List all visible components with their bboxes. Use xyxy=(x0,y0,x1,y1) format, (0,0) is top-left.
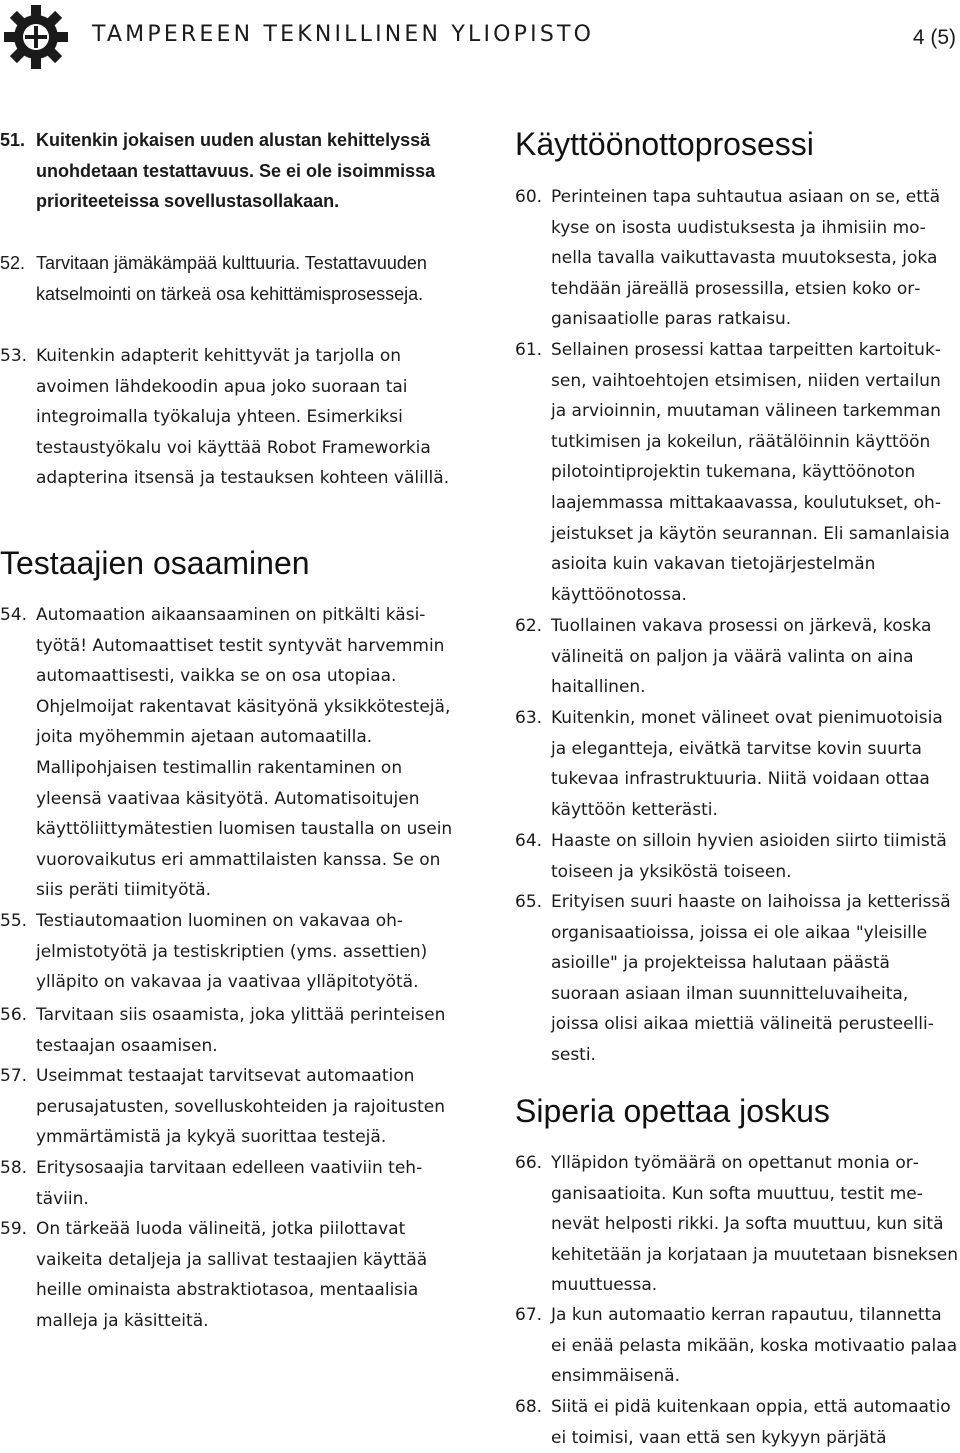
list-item-54 xyxy=(0,600,455,906)
list-item-61 xyxy=(515,335,960,610)
item-text: Kuitenkin jokaisen uuden alustan kehittelyssä unohdetaan testattavuus. Se ei ole isoimmissa prioriteeteissa sovellustasollakaan. xyxy=(36,130,436,212)
item-text: Haaste on silloin hyvien asioiden siirto tiimistä toiseen ja yksiköstä toiseen. xyxy=(551,831,947,882)
item-text: On tärkeää luoda välineitä, jotka piilottavat vaikeita detaljeja ja sallivat testaajien käyttää heille ominaista abstraktiotasoa, mentaalisia malleja ja käsitteitä. xyxy=(36,1219,428,1331)
list-item-53 xyxy=(0,341,455,494)
item-number: 63. xyxy=(515,708,543,728)
section-heading-siperia-opettaa-joskus: Siperia opettaa joskus xyxy=(515,1093,830,1129)
item-number: 67. xyxy=(515,1305,543,1325)
item-text: Testiautomaation luominen on vakavaa ohjelmistotyötä ja testiskriptien (yms. assettien) ylläpito on vakavaa ja vaativaa ylläpitotyötä. xyxy=(36,911,428,993)
list-item-65 xyxy=(515,887,960,1071)
item-number: 62. xyxy=(515,616,543,636)
item-text: Tarvitaan siis osaamista, joka ylittää perinteisen testaajan osaamisen. xyxy=(36,1005,446,1056)
list-item-66 xyxy=(515,1148,960,1301)
list-item-51 xyxy=(0,125,455,217)
item-text: Automaation aikaansaaminen on pitkälti käsityötä! Automaattiset testit syntyvät harvemmin automaattisesti, vaikka se on osa utopiaa. Ohjelmoijat rakentavat käsityönä yksikkötestejä, joita myöhemmin ajetaan automaatilla. Mallipohjaisen testimallin rakentaminen on yleensä vaativaa käsityötä. Automatisoitujen käyttöliittymätestien luomisen taustalla on usein vuorovaikutus eri ammattilaisten kanssa. Se on siis peräti tiimityötä. xyxy=(36,605,453,901)
list-item-56 xyxy=(0,1000,455,1061)
item-text: Ja kun automaatio kerran rapautuu, tilannetta ei enää pelasta mikään, koska motivaatio palaa ensimmäisenä. xyxy=(551,1305,958,1387)
item-text: Siitä ei pidä kuitenkaan oppia, että automaatio ei toimisi, vaan että sen kykyyn pärjätä xyxy=(551,1397,951,1448)
item-number: 54. xyxy=(0,605,28,625)
item-number: 55. xyxy=(0,911,28,931)
item-number: 64. xyxy=(515,831,543,851)
item-text: Kuitenkin, monet välineet ovat pienimuotoisia ja elegantteja, eivätkä tarvitse kovin suurta tukevaa infrastruktuuria. Niitä voidaan ottaa käyttöön ketterästi. xyxy=(551,708,943,820)
list-item-58 xyxy=(0,1153,455,1214)
item-text: Erityisen suuri haaste on laihoissa ja ketterissä organisaatioissa, joissa ei ole aikaa "yleisille asioille" ja projekteissa halutaan päästä suoraan asiaan ilman suunnitteluvaiheita, joissa olisi aikaa miettiä välineitä perusteellisesti. xyxy=(551,892,951,1065)
item-number: 52. xyxy=(0,253,26,273)
item-number: 66. xyxy=(515,1153,543,1173)
item-text: Tuollainen vakava prosessi on järkevä, koska välineitä on paljon ja väärä valinta on aina haitallinen. xyxy=(551,616,932,698)
item-number: 58. xyxy=(0,1158,28,1178)
item-number: 57. xyxy=(0,1066,28,1086)
item-number: 53. xyxy=(0,346,28,366)
item-number: 65. xyxy=(515,892,543,912)
item-number: 61. xyxy=(515,340,543,360)
list-item-52 xyxy=(0,248,455,309)
item-text: Eritysosaajia tarvitaan edelleen vaativiin tehtäviin. xyxy=(36,1158,423,1209)
item-number: 59. xyxy=(0,1219,28,1239)
section-heading-kayttoonottoprosessi: Käyttöönottoprosessi xyxy=(515,126,814,162)
page-number: 4 (5) xyxy=(912,26,956,49)
item-text: Tarvitaan jämäkämpää kulttuuria. Testattavuuden katselmointi on tärkeä osa kehittämisprosesseja. xyxy=(36,253,427,304)
item-number: 56. xyxy=(0,1005,28,1025)
item-text: Sellainen prosessi kattaa tarpeitten kartoituksen, vaihtoehtojen etsimisen, niiden vertailun ja arvioinnin, muutaman välineen tarkemman tutkimisen ja kokeilun, räätälöinnin käyttöön pilotointiprojektin tukemana, käyttöönoton laajemmassa mittakaavassa, koulutukset, ohjeistukset ja käytön seurannan. Eli samanlaisia asioita kuin vakavan tietojärjestelmän käyttöönotossa. xyxy=(551,340,950,605)
tut-gear-logo-icon xyxy=(2,3,70,71)
list-item-60 xyxy=(515,182,960,335)
list-item-62 xyxy=(515,611,960,703)
list-item-59 xyxy=(0,1214,455,1336)
list-item-68 xyxy=(515,1392,960,1453)
list-item-63 xyxy=(515,703,960,825)
item-number: 60. xyxy=(515,187,543,207)
item-text: Ylläpidon työmäärä on opettanut monia organisaatioita. Kun softa muuttuu, testit menevät helposti rikki. Ja softa muuttuu, kun sitä kehitetään ja korjataan ja muutetaan bisneksen muuttuessa. xyxy=(551,1153,958,1296)
item-number: 68. xyxy=(515,1397,543,1417)
list-item-67 xyxy=(515,1300,960,1392)
item-text: Useimmat testaajat tarvitsevat automaation perusajatusten, sovelluskohteiden ja rajoitusten ymmärtämistä ja kykyä suorittaa testejä. xyxy=(36,1066,445,1148)
list-item-55 xyxy=(0,906,455,998)
page-header xyxy=(0,0,960,80)
section-heading-testaajien-osaaminen: Testaajien osaaminen xyxy=(0,545,310,581)
item-text: Perinteinen tapa suhtautua asiaan on se, että kyse on isosta uudistuksesta ja ihmisiin monella tavalla vaikuttavasta muutoksesta, joka tehdään järeällä prosessilla, etsien koko organisaatiolle paras ratkaisu. xyxy=(551,187,940,330)
item-number: 51. xyxy=(0,130,26,150)
list-item-57 xyxy=(0,1061,455,1153)
university-name: TAMPEREEN TEKNILLINEN YLIOPISTO xyxy=(92,22,595,47)
list-item-64 xyxy=(515,826,960,887)
item-text: Kuitenkin adapterit kehittyvät ja tarjolla on avoimen lähdekoodin apua joko suoraan tai integroimalla työkaluja yhteen. Esimerkiksi testaustyökalu voi käyttää Robot Frameworkia adapterina itsensä ja testauksen kohteen välillä. xyxy=(36,346,450,489)
